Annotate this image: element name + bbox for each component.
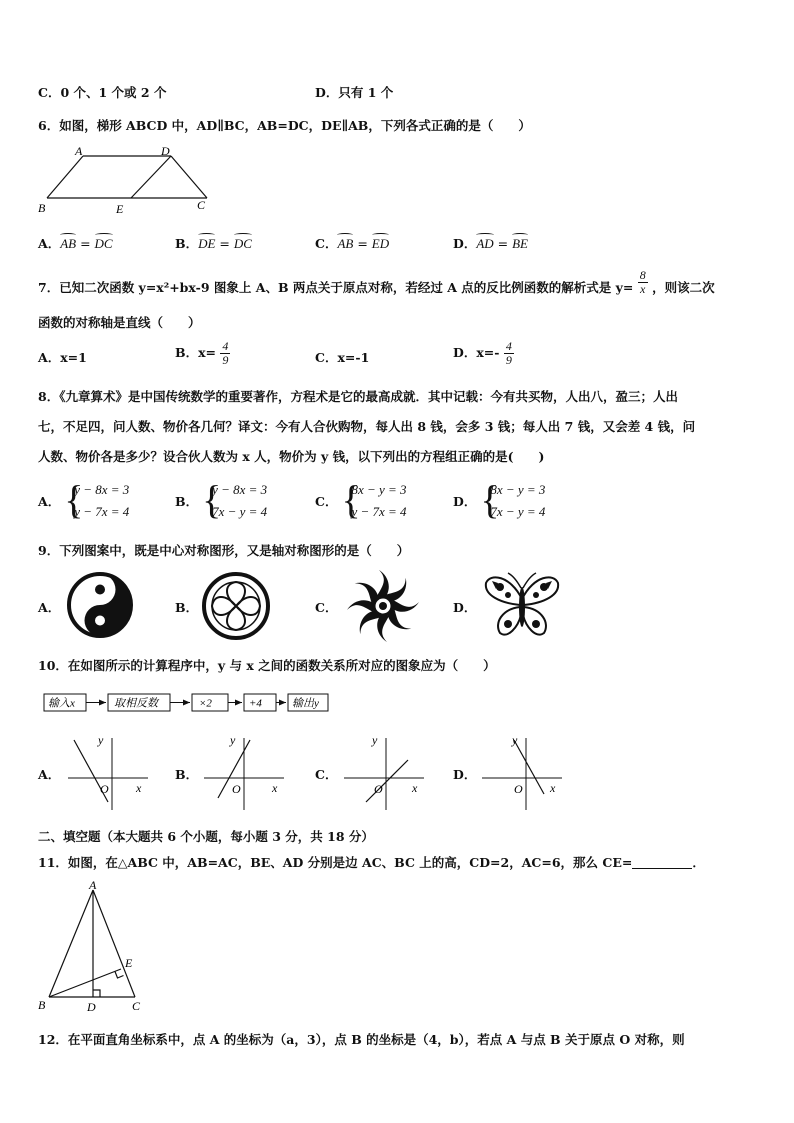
side-ab [49,890,93,997]
q9-letter-d: D． [453,600,477,615]
q11-stem-line: 11．如图，在△ABC 中，AB=AC，BE、AD 分别是边 AC、BC 上的高，CD=2，AC=6，那么 CE= ． [38,855,705,870]
label-e: E [125,956,133,970]
q9-letter-a: A． [38,600,61,615]
side-ac [93,890,135,997]
q10-graph-b [200,732,290,812]
q10-letter-a: A． [38,767,61,782]
q10-letter-d: D． [453,767,477,782]
x-axis-label: x [550,781,556,795]
origin-label: O [100,782,109,796]
q6-option-b: B．DE = DC [175,236,252,251]
label-d: D [161,144,170,158]
q8-line1: 8．《九章算术》是中国传统数学的重要著作，方程术是它的最高成就．其中记载：今有共买物，人出八，盈三；人出 [38,389,678,404]
q7-option-b: B．x= $\frac{4}{9}$ [175,339,229,367]
q12-stem: 12．在平面直角坐标系中，点 A 的坐标为（a，3），点 B 的坐标是（4，b），若点 A 与点 B 关于原点 O 对称，则 [38,1032,685,1047]
q8-option-b: B． { y − 8x = 3 7x − y = 4 [175,479,267,523]
flow-label-times2: ×2 [199,697,212,710]
label-a: A [75,144,83,158]
butterfly-icon [480,569,564,643]
q7-option-a: A．x=1 [38,350,87,365]
q10-stem: 10．在如图所示的计算程序中，y 与 x 之间的函数关系所对应的图象应为（ ） [38,658,496,673]
q7-option-d: D．x=- $\frac{4}{9}$ [453,339,512,367]
label-b: B [38,998,46,1012]
side-ab [47,156,83,198]
segment-de [131,156,171,198]
q7-line1a: 7．已知二次函数 y=x²+bx-9 图象上 A、B 两点关于原点对称，若经过 A 点的反比例函数的解析式是 y= [38,280,634,295]
q7-option-c: C．x=-1 [315,350,370,365]
label-a: A [89,878,97,892]
label-d: D [87,1000,96,1014]
four-petal-circle-icon [198,570,274,642]
q10-graph-d [478,732,568,812]
flow-label-input: 输入x [48,697,75,710]
label-c: C [132,999,141,1013]
x-axis-label: x [136,781,142,795]
y-axis-label: y [230,733,236,747]
function-line [366,760,408,802]
origin-label: O [374,782,383,796]
q8-line3: 人数、物价各是多少？设合伙人数为 x 人，物价为 y 钱，以下列出的方程组正确的是( ) [38,449,545,464]
y-axis-label: y [372,733,378,747]
q8-option-d: D． { 8x − y = 3 7x − y = 4 [453,479,545,523]
label-e: E [116,202,124,216]
q5-option-d: D．只有 1 个 [315,85,394,100]
q10-flowchart [40,690,340,716]
label-c: C [197,198,206,212]
q10-graph-c [340,732,430,812]
q7-line1 [38,268,715,296]
right-angle-e [115,972,124,979]
q10-letter-c: C． [315,767,338,782]
q6-option-d: D．AD = BE [453,236,528,251]
x-axis-label: x [412,781,418,795]
y-axis-label: y [98,733,104,747]
q11-stem: 11．如图，在△ABC 中，AB=AC，BE、AD 分别是边 AC、BC 上的高，CD=2，AC=6，那么 CE= [38,855,633,870]
q9-stem: 9．下列图案中，既是中心对称图形，又是轴对称图形的是（ ） [38,543,410,558]
q6-option-a: A．AB = DC [38,236,113,251]
flow-label-plus4: +4 [249,697,262,710]
q10-letter-b: B． [175,767,199,782]
q8-option-a: A． { y − 8x = 3 y − 7x = 4 [38,479,129,523]
q7-fraction: $\frac{8}{x}$ [639,268,646,296]
flow-label-output: 输出y [292,697,319,710]
q9-letter-b: B． [175,600,199,615]
side-dc [171,156,207,198]
right-angle-d [93,990,100,997]
label-b: B [38,201,46,215]
q11-triangle-figure [35,878,155,1014]
q6-stem: 6．如图，梯形 ABCD 中，AD∥BC，AB=DC，DE∥AB，下列各式正确的是（ ） [38,118,531,133]
x-axis-label: x [272,781,278,795]
yin-yang-icon [64,570,136,640]
pinwheel-flower-icon [338,565,428,647]
section-2-heading: 二、填空题（本大题共 6 个小题，每小题 3 分，共 18 分） [38,829,374,844]
q9-letter-c: C． [315,600,338,615]
q8-option-c: C． { 8x − y = 3 y − 7x = 4 [315,479,407,523]
q11-answer-blank[interactable] [632,868,692,869]
origin-label: O [232,782,241,796]
y-axis-label: y [512,733,518,747]
altitude-be [49,969,121,997]
q10-graph-a [64,732,154,812]
q6-trapezoid-figure [35,142,215,218]
q8-line2: 七，不足四，问人数、物价各几何？译文：今有人合伙购物，每人出 8 钱，会多 3 钱；每人出 7 钱，又会差 4 钱，问 [38,419,696,434]
origin-label: O [514,782,523,796]
q7-line2: 函数的对称轴是直线（ ） [38,315,201,330]
q7-line1b: ，则该二次 [652,280,715,295]
flow-label-negate: 取相反数 [114,697,158,710]
q5-option-c: C．0 个、1 个或 2 个 [38,85,167,100]
q6-option-c: C．AB = ED [315,236,390,251]
